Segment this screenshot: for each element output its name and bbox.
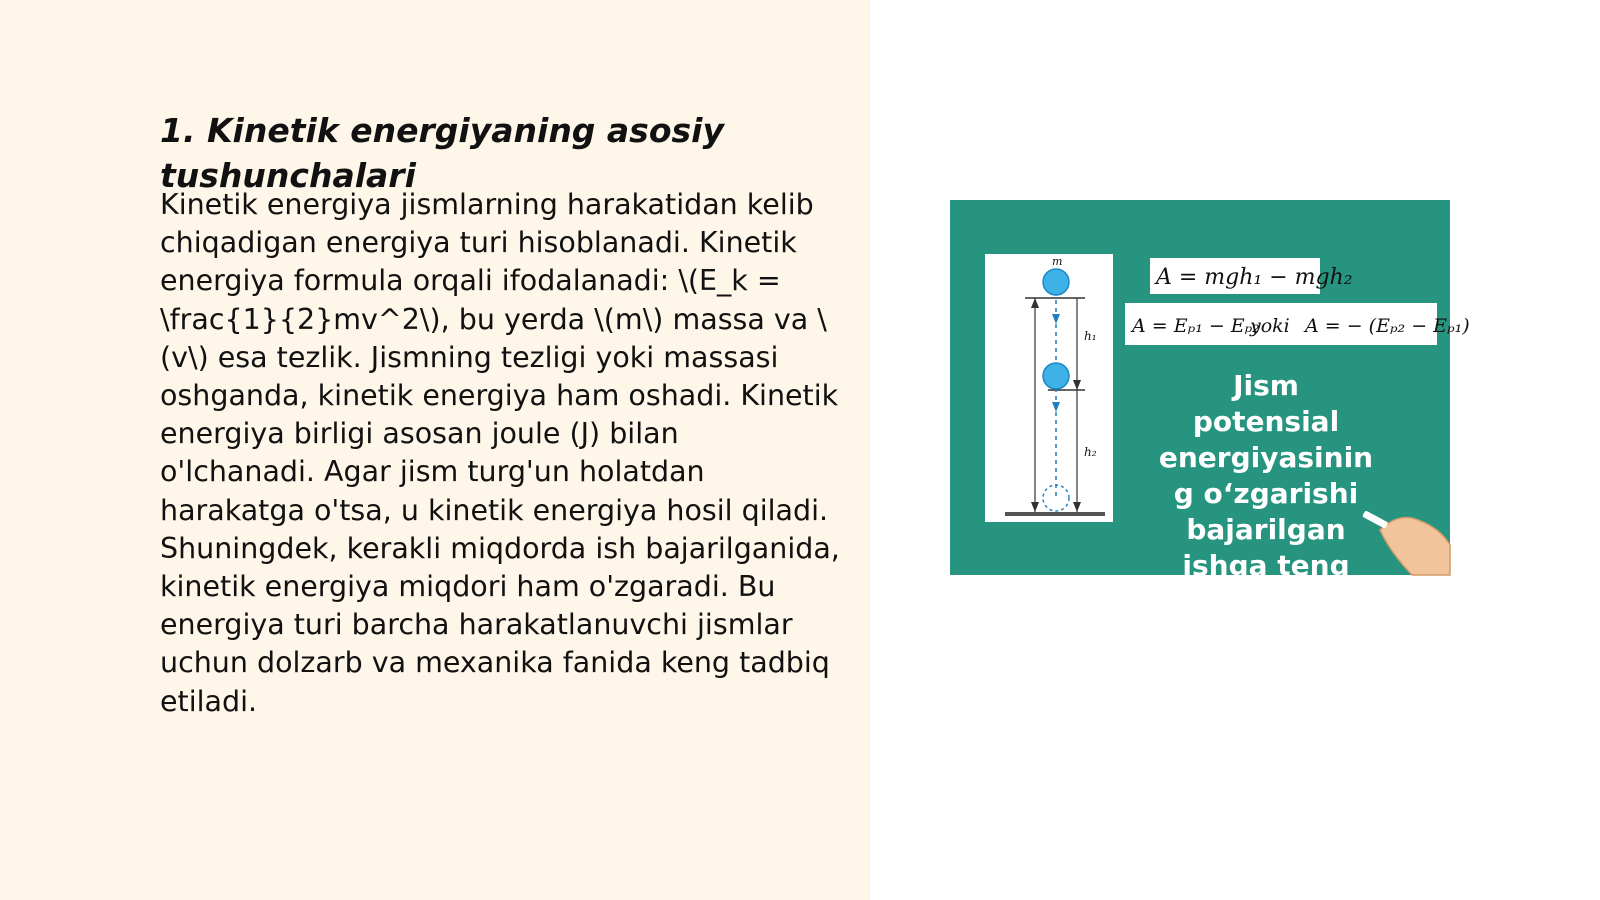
- caption-line: energiyasinin: [1158, 441, 1374, 474]
- potential-energy-illustration: [950, 200, 1470, 582]
- ball-top-icon: [1043, 269, 1069, 295]
- caption-line: g o‘zgarishi: [1173, 477, 1359, 510]
- slide-body-text: Kinetik energiya jismlarning harakatidan kelib chiqadigan energiya turi hisoblanadi. Kinetik energiya formula orqali ifodalanadi: \(E_k = \frac{1}{2}mv^2\), bu yerda \(m\) massa va \(v\) esa tezlik. Jismning tezligi yoki massasi oshganda, kinetik energiya ham oshadi. Kinetik energiya birligi asosan joule (J) bilan o'lchanadi. Agar jism turg'un holatdan harakatga o'tsa, u kinetik energiya hosil qiladi. Shuningdek, kerakli miqdorda ish bajarilganida, kinetik energiya miqdori ham o'zgaradi. Bu energiya turi barcha harakatlanuvchi jismlar uchun dolzarb va mexanika fanida keng tadbiq etiladi.: [160, 188, 840, 718]
- illustration-svg: [950, 200, 1470, 582]
- caption-line: ishga teng: [1182, 549, 1350, 582]
- formula-2a: A = Eₚ₁ − Eₚ₂: [1132, 315, 1260, 337]
- slide-title: 1. Kinetik energiyaning asosiy tushunchalari: [160, 111, 724, 195]
- caption-line: potensial: [1192, 405, 1340, 438]
- formula-1: A = mgh₁ − mgh₂: [1156, 265, 1353, 290]
- mass-label: m: [1052, 255, 1063, 268]
- ball-middle-icon: [1043, 363, 1069, 389]
- caption-line: bajarilgan: [1186, 513, 1346, 546]
- hand-with-chalk-icon: [1362, 510, 1450, 575]
- h2-label: h₂: [1084, 445, 1097, 459]
- diagram-card: [985, 254, 1113, 522]
- formula-or: yoki: [1250, 315, 1290, 337]
- caption-line: Jism: [1233, 369, 1299, 402]
- h1-label: h₁: [1084, 329, 1097, 343]
- formula-2b: A = − (Eₚ₂ − Eₚ₁): [1305, 315, 1470, 337]
